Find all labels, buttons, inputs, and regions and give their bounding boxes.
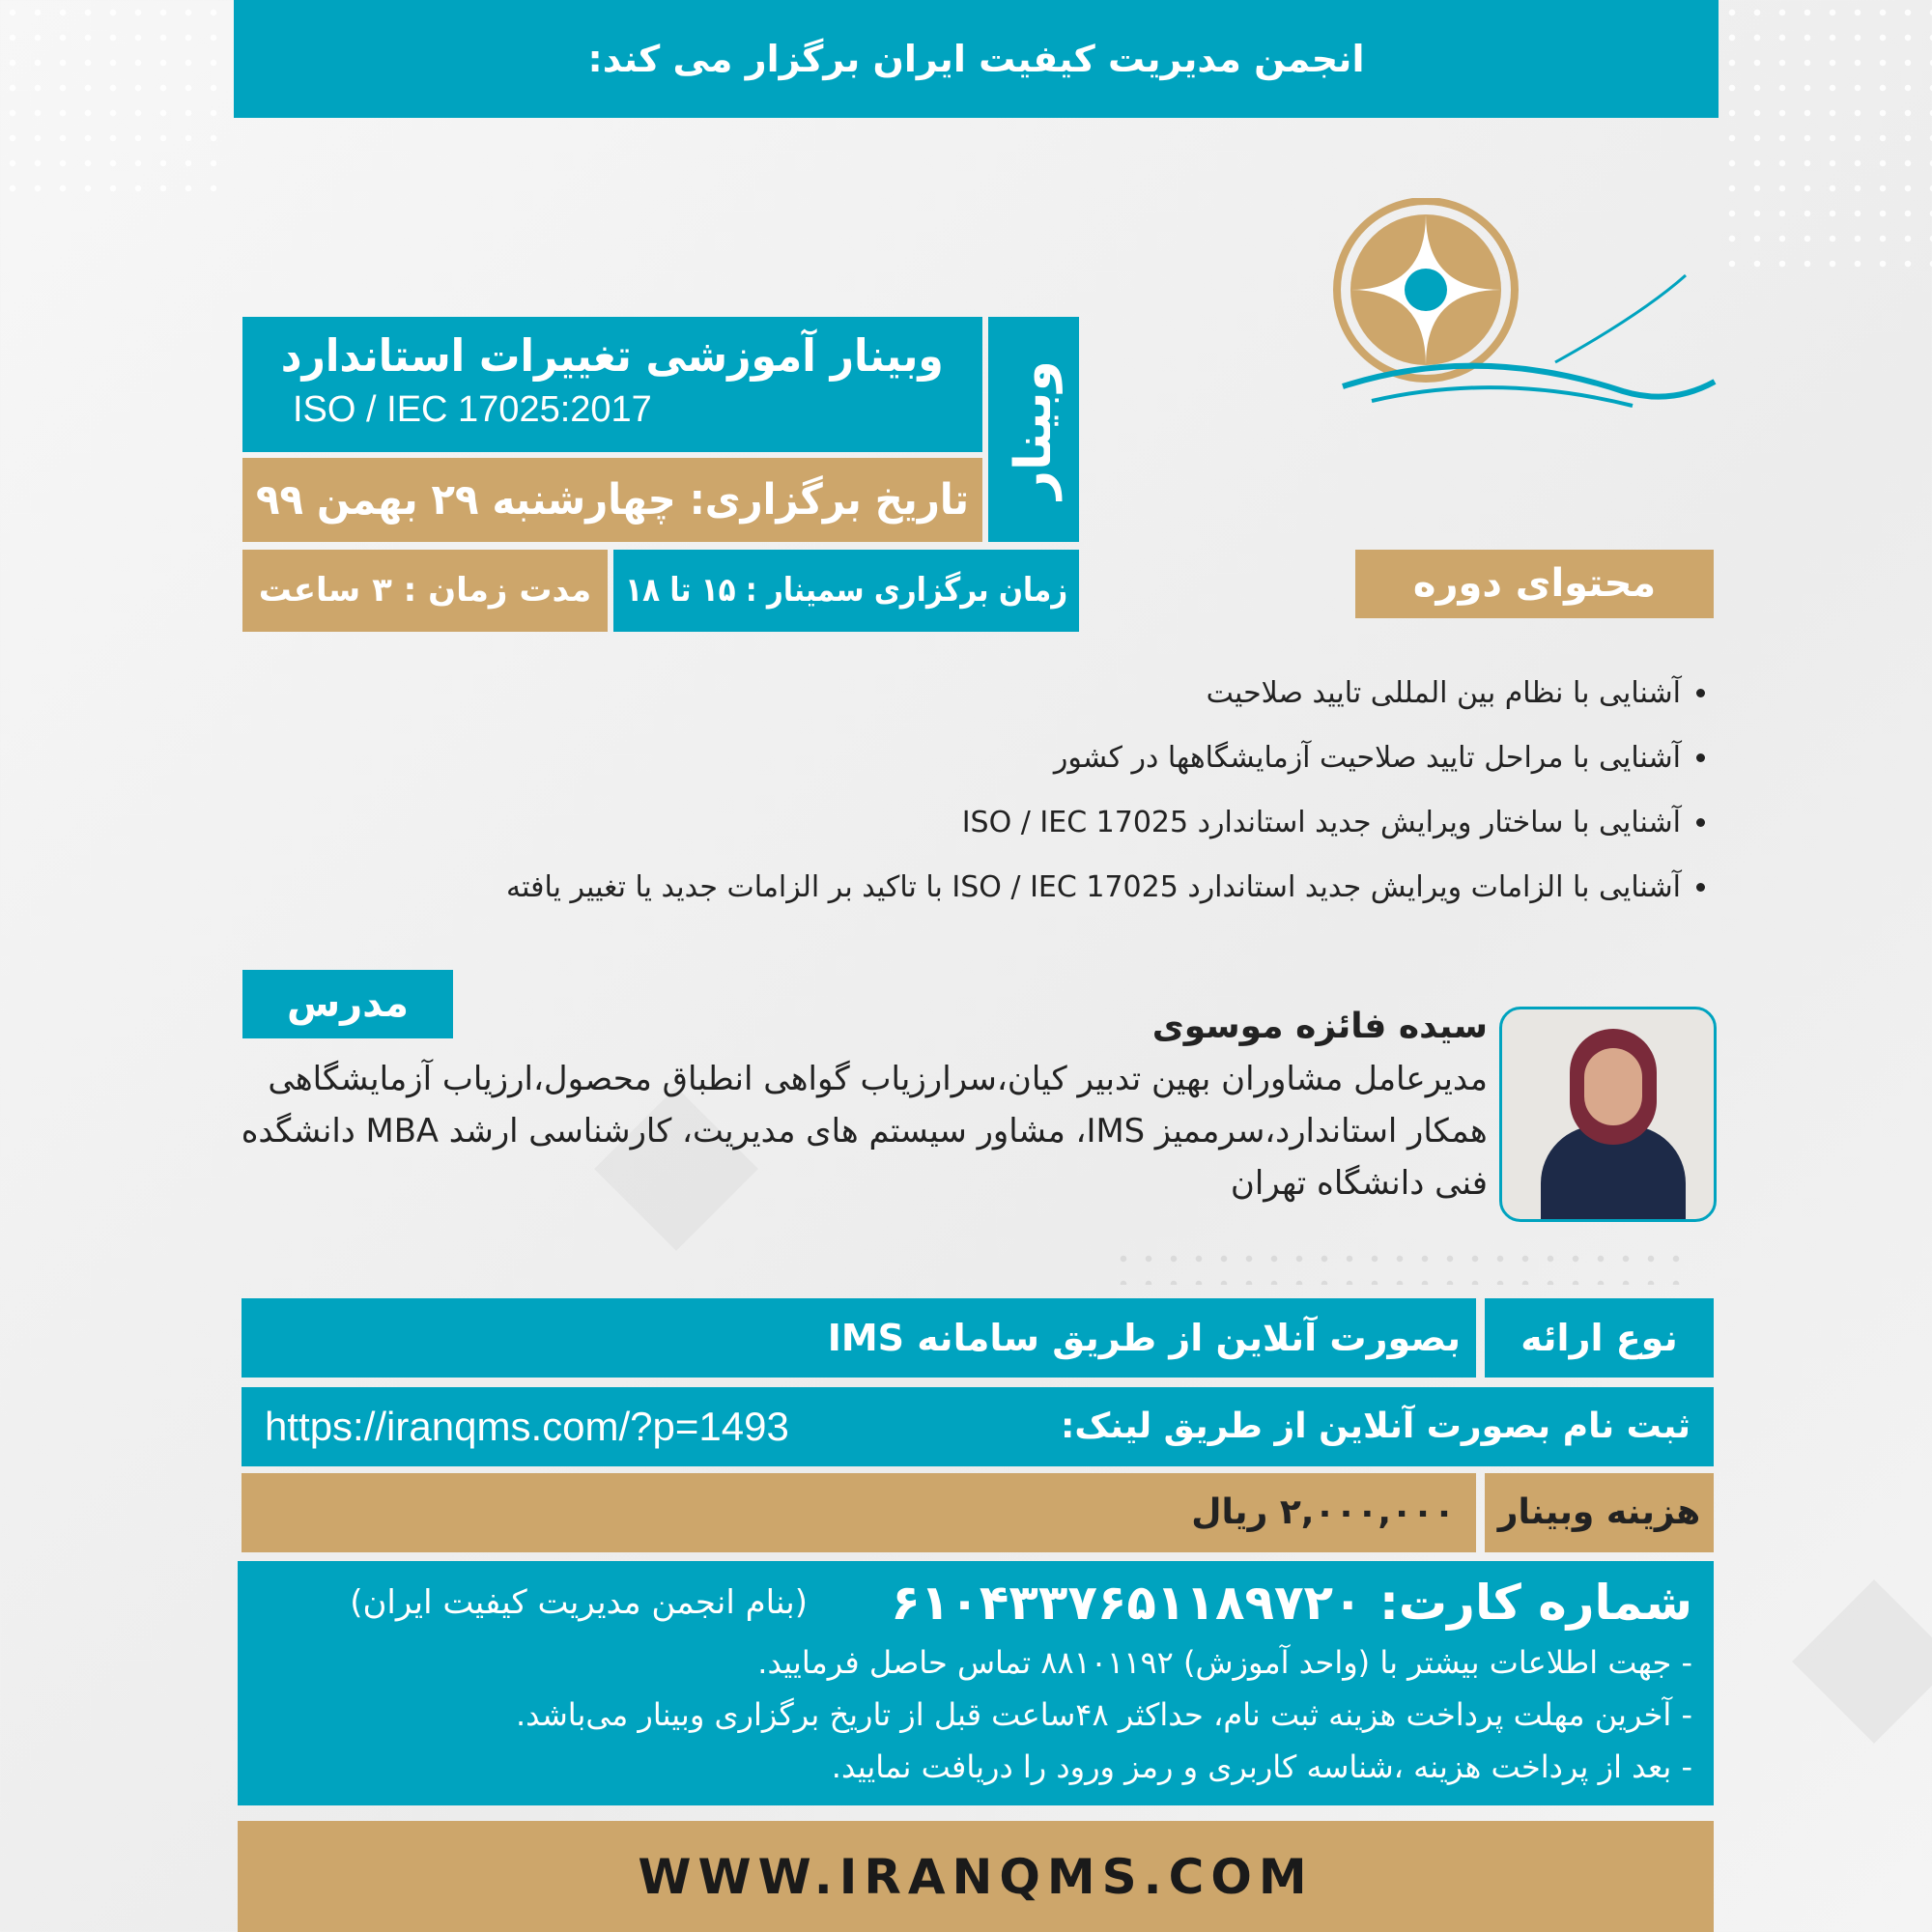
instructor-heading: مدرس: [242, 970, 453, 1038]
decor-diamond: [1792, 1579, 1932, 1744]
standard-code: ISO / IEC 17025:2017: [293, 389, 652, 430]
card-number: شماره کارت: ۶۱۰۴۳۳۷۶۵۱۱۸۹۷۲۰: [891, 1575, 1692, 1631]
registration-row: [242, 1387, 1714, 1466]
logo: [1333, 198, 1719, 459]
webinar-duration: مدت زمان : ۳ ساعت: [242, 550, 608, 632]
list-item: • آشنایی با مراحل تایید صلاحیت آزمایشگاهها در کشور: [290, 725, 1681, 790]
webinar-vertical-block: [988, 317, 1079, 542]
instructor-info: [242, 1001, 1488, 1209]
organizer-banner: انجمن مدیریت کیفیت ایران برگزار می کند:: [234, 0, 1719, 118]
instructor-bio-line: همکار استاندارد،سرممیز IMS، مشاور سیستم های مدیریت، کارشناسی ارشد MBA دانشگده: [242, 1112, 1488, 1151]
card-owner: (بنام انجمن مدیریت کیفیت ایران): [350, 1583, 808, 1622]
webinar-date: تاریخ برگزاری: چهارشنبه ۲۹ بهمن ۹۹: [242, 458, 982, 542]
payment-note: - بعد از پرداخت هزینه ،شناسه کاربری و رمز ورود را دریافت نمایید.: [831, 1748, 1692, 1785]
dot-pattern: [0, 0, 232, 193]
webinar-time: زمان برگزاری سمینار : ۱۵ تا ۱۸: [613, 550, 1079, 632]
list-item: • آشنایی با ساختار ویرایش جدید استاندارد ISO / IEC 17025: [290, 790, 1681, 855]
fee-label: هزینه وبینار: [1485, 1473, 1714, 1552]
presentation-type-label: نوع ارائه: [1485, 1298, 1714, 1378]
instructor-name: سیده فائزه موسوی: [1151, 1007, 1488, 1046]
instructor-bio-line: مدیرعامل مشاوران بهین تدبیر کیان،سرارزیاب گواهی انطباق محصول،ارزیاب آزمایشگاهی: [268, 1060, 1488, 1098]
footer-website[interactable]: WWW.IRANQMS.COM: [238, 1821, 1714, 1932]
dot-pattern: [1111, 1246, 1690, 1285]
list-item: • آشنایی با الزامات ویرایش جدید استاندارد ISO / IEC 17025 با تاکید بر الزامات جدید یا تغییر یافته: [290, 855, 1681, 920]
webinar-vertical-label: وبینار: [1005, 359, 1064, 499]
course-content-heading: محتوای دوره: [1355, 550, 1714, 618]
payment-info: [238, 1561, 1714, 1805]
webinar-title: وبینار آموزشی تغییرات استاندارد: [281, 329, 944, 382]
logo-emblem-icon: [1333, 198, 1719, 459]
list-item: • آشنایی با نظام بین المللی تایید صلاحیت: [290, 661, 1681, 725]
webinar-title-block: [242, 317, 982, 452]
registration-link[interactable]: https://iranqms.com/?p=1493: [265, 1404, 789, 1449]
instructor-bio-line: فنی دانشگاه تهران: [1230, 1164, 1488, 1203]
payment-note: - آخرین مهلت پرداخت هزینه ثبت نام، حداکثر ۴۸ساعت قبل از تاریخ برگزاری وبینار می‌باشد.: [515, 1696, 1692, 1733]
instructor-photo: [1499, 1007, 1717, 1222]
dot-pattern: [1719, 0, 1932, 270]
registration-label: ثبت نام بصورت آنلاین از طریق لینک:: [1060, 1406, 1690, 1446]
card-row: [267, 1569, 1692, 1636]
fee-value: ۲,۰۰۰,۰۰۰ ریال: [242, 1473, 1476, 1552]
presentation-type-value: بصورت آنلاین از طریق سامانه IMS: [242, 1298, 1476, 1378]
payment-note: - جهت اطلاعات بیشتر با (واحد آموزش) ۸۸۱۰۱۱۹۲ تماس حاصل فرمایید.: [757, 1644, 1692, 1681]
course-content-list: [290, 661, 1710, 920]
